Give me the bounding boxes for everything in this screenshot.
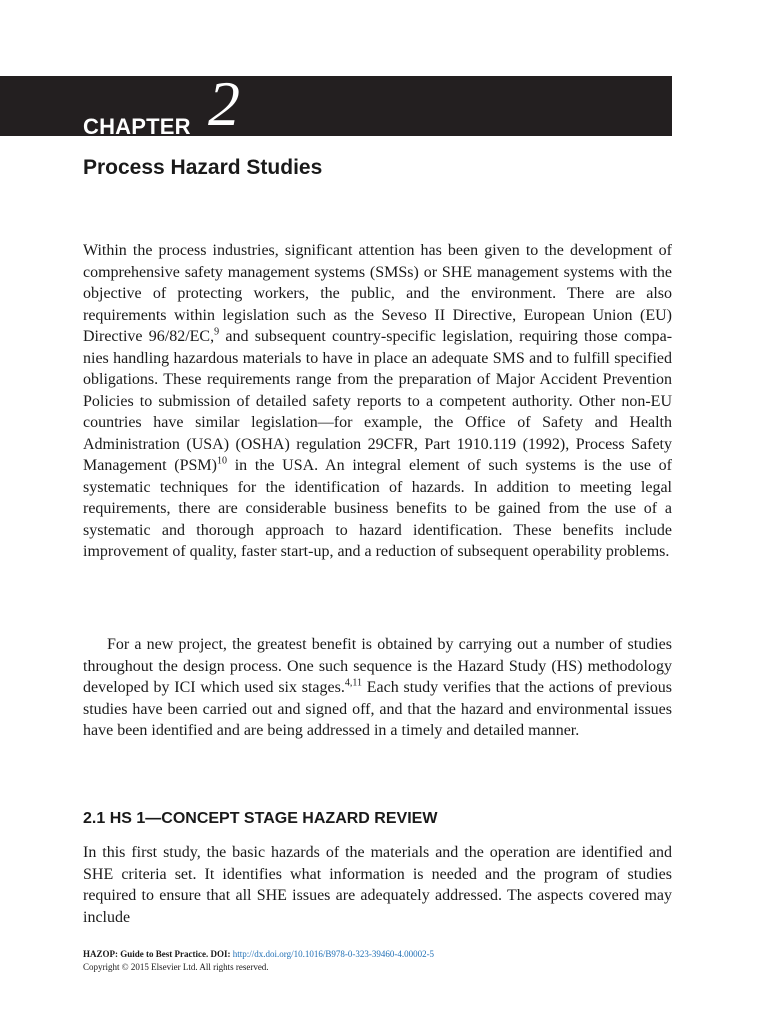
body-paragraph-3: In this first study, the basic hazards of the materials and the operation are identified and SHE criteria set. It identifies what information is needed and the program of studies required to ensure that all SHE issues are adequately addressed. The aspects covered may include bbox=[83, 844, 672, 926]
section-heading: 2.1 HS 1—CONCEPT STAGE HAZARD REVIEW bbox=[83, 810, 438, 827]
chapter-label: CHAPTER bbox=[83, 114, 191, 139]
reference-superscript: 4,11 bbox=[344, 677, 362, 689]
footer-book-title: HAZOP: Guide to Best Practice. DOI: bbox=[83, 949, 233, 959]
chapter-number: 2 bbox=[208, 68, 240, 139]
body-paragraph-2: For a new project, the greatest benefit is obtained by carrying out a number of studies throughout the design process. One such sequence is the Hazard Study (HS) methodology developed by ICI which used six stages.$^{4,11}$ Each study verifies that the actions of previous studies have been carried out and signed off, and that the hazard and environmental issues have been identified and are being addressed in a timely and detailed manner. bbox=[83, 636, 673, 739]
footer-copyright: Copyright © 2015 Elsevier Ltd. All rights reserved. bbox=[83, 962, 269, 972]
page-footer bbox=[83, 948, 434, 974]
reference-superscript: 10 bbox=[216, 455, 227, 467]
doi-link[interactable]: http://dx.doi.org/10.1016/B978-0-323-39460-4.00002-5 bbox=[232, 949, 435, 959]
reference-superscript: 9 bbox=[214, 326, 220, 338]
chapter-title: Process Hazard Studies bbox=[83, 156, 323, 179]
body-paragraph-1: Within the process industries, significant attention has been given to the development of comprehensive safety management systems (SMSs) or SHE management systems with the objective of protecting workers, the public, and the environment. There are also requirements within legislation such as the Seveso II Directive, European Union (EU) Directive 96/82/​EC,$^9$ and subsequent country-specific legislation, requiring those companies handling hazardous materials to have in place an adequate SMS and to fulfill specified obligations. These requirements range from the preparation of Major Accident Prevention Policies to submission of detailed safety reports to a competent authority. Other non-EU countries have similar legislation—for example, the Office of Safety and Health Administration (USA) (OSHA) regulation 29CFR, Part 1910.119 (1992), Process Safety Management (PSM)$^{10}$ in the USA. An integral element of such systems is the use of systematic techniques for the identification of hazards. In addition to meeting legal requirements, there are considerable business benefits to be gained from the use of a systematic and thorough approach to hazard identification. These benefits include improvement of quality, faster start-up, and a reduction of subsequent operability problems. bbox=[83, 242, 673, 560]
